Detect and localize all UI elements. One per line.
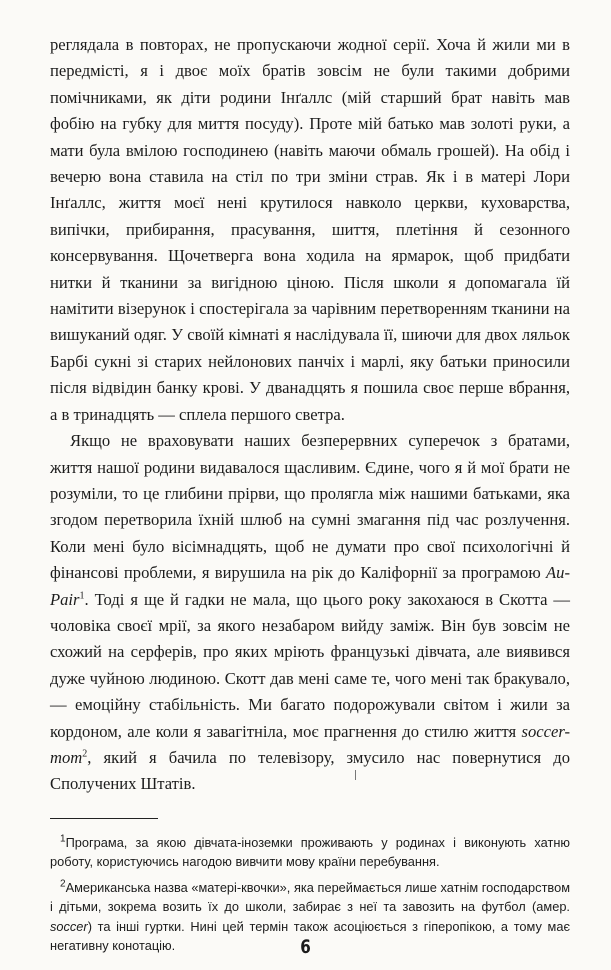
paragraph-2-part-b: . Тоді я ще й гадки не мала, що цього року закохаюся в Скотта — чоловіка своєї мрії, за якого незабаром вийду заміж. Він був зовсім не схожий на серферів, про яких мріють французькі дівчата, але виявився дуже чуйною людиною. Скотт дав мені саме те, чого мені так бракувало, — емоційну стабільність. Ми багато подорожували світом і жили за кордоном, але коли я завагітніла, моє прагнення до стилю життя [50,589,570,741]
page-number: 6 [300,936,311,958]
paragraph-2-part-c: , який я бачила по телевізору, змусило нас повернутися до Сполучених Штатів. [50,747,570,794]
footnote-2-marker: 2 [60,878,66,890]
footnote-divider [50,818,158,819]
footnote-2-part-a: Американська назва «матері-квочки», яка переймається лише хатнім господарством і дітьми, зокрема возить їх до школи, забирає з неї та завозить на футбол (амер. [50,879,570,915]
footnote-1-text: Програма, за якою дівчата-іноземки проживають у родинах і виконують хатню роботу, користуючись нагодою вивчити мову країни перебування. [50,834,570,870]
footnote-1 [50,833,570,872]
scan-mark [355,770,356,780]
footnote-1-marker: 1 [60,833,66,845]
page-content [50,32,570,962]
au-pair-term: Au-Pair [50,563,570,609]
footnote-2-part-b: ) та інші гуртки. Нині цей термін також асоціюється з гіперопікою, а тому має негативну конотацію. [50,918,570,954]
body-text [50,32,570,798]
footnote-ref-1[interactable]: 1 [79,590,85,601]
soccer-term: soccer [50,918,88,934]
soccer-mom-term: soccer-mom [50,721,570,767]
paragraph-2-part-a: Якщо не враховувати наших безперервних суперечок з братами, життя нашої родини видавалося щасливим. Єдине, чого я й мої брати не розуміли, то це глибини прірви, що пролягла між нашими батьками, яка згодом перетворила їхній шлюб на сумні змагання під час розлучення. Коли мені було вісімнадцять, щоб не думати про свої психологічні й фінансові проблеми, я вирушила на рік до Каліфорнії за програмою [50,431,570,583]
paragraph-2 [50,428,570,798]
paragraph-1: реглядала в повторах, не пропускаючи жодної серії. Хоча й жили ми в передмісті, я і двоє моїх братів зовсім не були такими добрими помічниками, як діти родини Інґаллс (мій старший брат навіть мав фобію на губку для миття посуду). Проте мій батько мав золоті руки, а мати була вмілою господинею (навіть маючи обмаль грошей). На обід і вечерю вона ставила на стіл по три зміни страв. Як і в матері Лори Інґаллс, життя моєї нені крутилося навколо церкви, куховарства, випічки, прибирання, прасування, шиття, плетіння й сезонного консервування. Щочетверга вона ходила на ярмарок, щоб придбати нитки й тканини за вигідною ціною. Після школи я допомагала їй намітити візерунок і спостерігала за чарівним перетворенням тканини на вишуканий одяг. У своїй кімнаті я наслідувала її, шиючи для двох ляльок Барбі сукні зі старих нейлонових панчіх і марлі, яку батьки приносили після відвідин банку крові. У дванадцять я пошила своє перше вбрання, а в тринадцять — сплела першого светра. [50,35,570,424]
footnote-ref-2[interactable]: 2 [82,748,88,760]
